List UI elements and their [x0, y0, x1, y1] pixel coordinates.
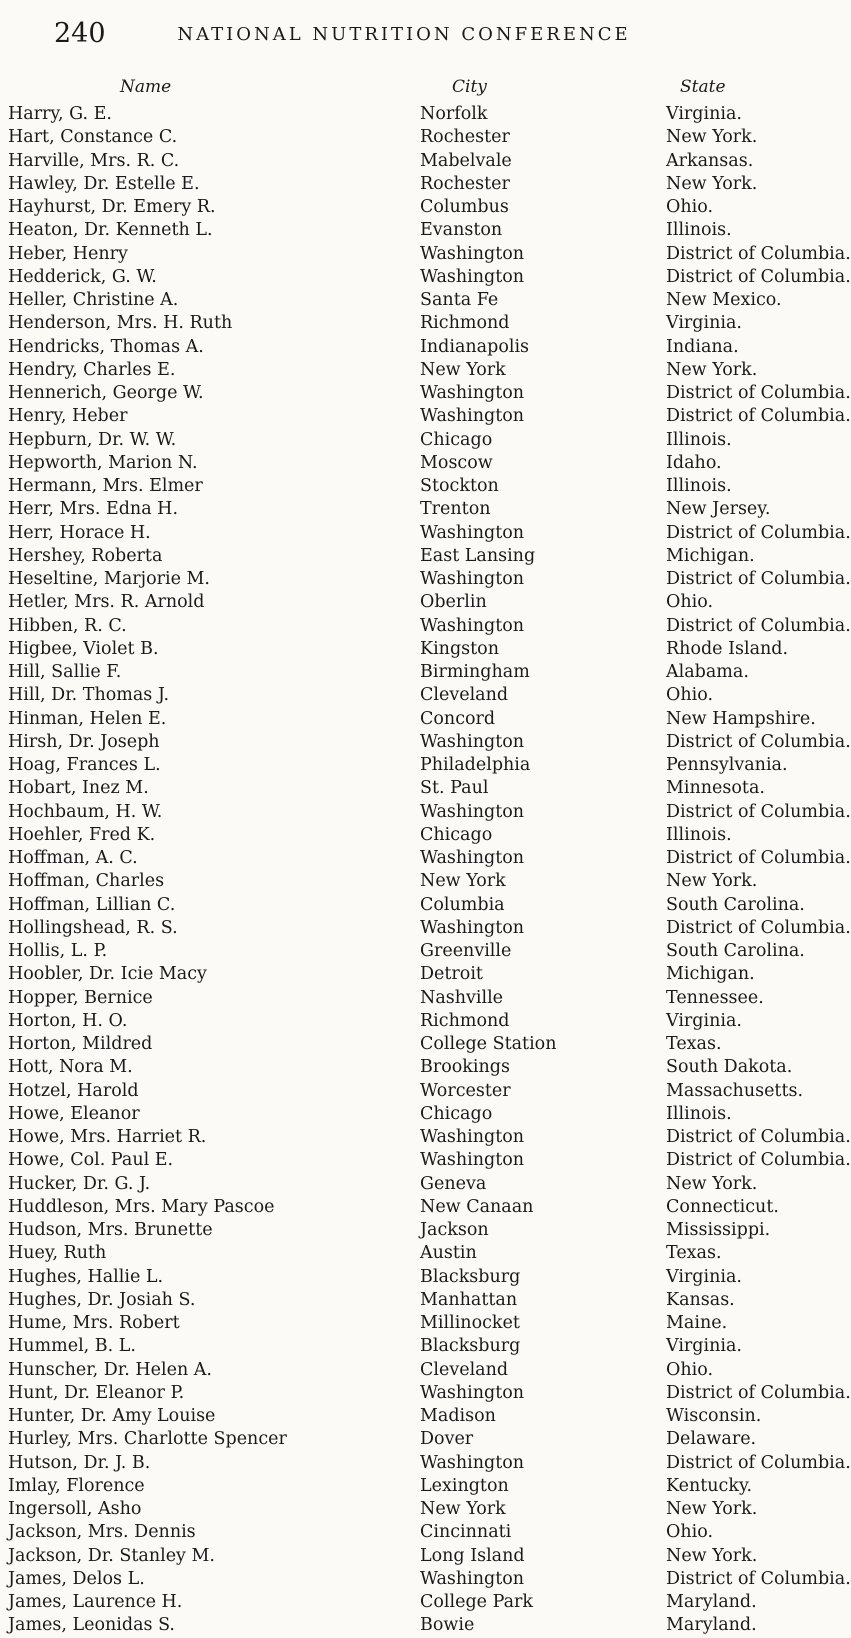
attendee-city: College Station: [420, 1034, 557, 1054]
list-item: [0, 219, 800, 242]
attendee-state: Illinois.: [666, 220, 732, 241]
attendee-name: Hoehler, Fred K.: [8, 824, 156, 845]
attendee-name: Hochbaum, H. W.: [8, 801, 163, 822]
attendee-city: Philadelphia: [420, 755, 531, 775]
list-item: [0, 1545, 800, 1568]
attendee-name: Hibben, R. C.: [8, 615, 127, 636]
attendee-city: Washington: [420, 522, 525, 543]
attendee-state: District of Columbia.: [666, 1150, 851, 1171]
attendee-name: Hayhurst, Dr. Emery R.: [8, 197, 216, 217]
attendee-state: Ohio.: [666, 685, 714, 706]
attendee-city: Washington: [420, 1382, 525, 1403]
attendee-city: New Canaan: [420, 1196, 534, 1217]
column-headers: [0, 77, 800, 101]
attendee-city: Worcester: [420, 1080, 511, 1101]
attendee-city: Blacksburg: [420, 1336, 521, 1357]
attendee-city: Washington: [420, 1127, 525, 1147]
attendee-name: Hoag, Frances L.: [8, 755, 161, 775]
list-item: [0, 1475, 800, 1498]
attendee-name: Howe, Mrs. Harriet R.: [8, 1127, 207, 1147]
attendee-name: Howe, Eleanor: [8, 1103, 140, 1124]
list-item: [0, 638, 800, 661]
attendee-name: Jackson, Mrs. Dennis: [8, 1522, 196, 1543]
list-item: [0, 917, 851, 940]
attendee-city: Manhattan: [420, 1289, 518, 1310]
attendee-state: District of Columbia.: [666, 406, 851, 427]
attendee-name: Imlay, Florence: [8, 1475, 145, 1496]
attendee-city: Washington: [420, 406, 525, 427]
attendee-state: Ohio.: [666, 1522, 714, 1543]
list-item: [0, 1266, 800, 1289]
attendee-city: Washington: [420, 1568, 525, 1589]
attendee-city: Madison: [420, 1406, 496, 1426]
running-title: NATIONAL NUTRITION CONFERENCE: [177, 24, 631, 45]
attendee-name: Hirsh, Dr. Joseph: [8, 731, 160, 752]
attendee-name: Hume, Mrs. Robert: [8, 1313, 180, 1333]
attendee-city: Blacksburg: [420, 1266, 521, 1287]
list-item: [0, 870, 800, 893]
attendee-city: Santa Fe: [420, 290, 499, 310]
attendee-name: Huey, Ruth: [8, 1243, 107, 1264]
page-header: [54, 18, 754, 58]
attendee-name: Hollis, L. P.: [8, 941, 108, 961]
list-item: [0, 987, 800, 1010]
attendee-city: Washington: [420, 266, 525, 287]
attendee-state: Maine.: [666, 1313, 728, 1333]
attendee-name: Higbee, Violet B.: [8, 638, 159, 659]
attendee-name: Henderson, Mrs. H. Ruth: [8, 313, 233, 334]
attendee-state: District of Columbia.: [666, 1127, 851, 1147]
attendee-state: Illinois.: [666, 476, 732, 496]
attendee-city: Richmond: [420, 313, 510, 334]
attendee-name: Howe, Col. Paul E.: [8, 1150, 174, 1171]
attendee-name: Hershey, Roberta: [8, 545, 163, 566]
attendee-state: Kansas.: [666, 1289, 735, 1310]
list-item: [0, 1568, 851, 1591]
list-item: [0, 801, 851, 824]
attendee-city: Brookings: [420, 1057, 510, 1078]
attendee-state: Virginia.: [666, 1266, 742, 1287]
attendee-state: District of Columbia.: [666, 383, 851, 403]
attendee-state: District of Columbia.: [666, 1382, 851, 1403]
list-item: [0, 126, 800, 149]
attendee-state: New York.: [666, 359, 758, 380]
column-header-city: City: [452, 77, 487, 97]
list-item: [0, 196, 800, 219]
attendee-city: Bowie: [420, 1615, 475, 1636]
attendee-city: Oberlin: [420, 592, 487, 613]
attendee-state: New York.: [666, 1545, 758, 1566]
attendee-city: Kingston: [420, 638, 499, 659]
attendee-city: Trenton: [420, 499, 491, 520]
list-item: [0, 1359, 800, 1382]
list-item: [0, 1196, 800, 1219]
attendee-state: District of Columbia.: [666, 1452, 851, 1473]
attendee-state: Rhode Island.: [666, 638, 789, 659]
attendee-name: Harville, Mrs. R. C.: [8, 150, 180, 171]
attendee-state: Maryland.: [666, 1615, 757, 1636]
attendee-state: Tennessee.: [666, 987, 764, 1008]
attendee-name: James, Leonidas S.: [8, 1615, 175, 1636]
attendee-city: Indianapolis: [420, 336, 530, 357]
attendee-city: Richmond: [420, 1010, 510, 1031]
attendee-name: Hobart, Inez M.: [8, 778, 149, 799]
attendee-city: Columbia: [420, 894, 505, 915]
attendee-state: Texas.: [666, 1034, 722, 1054]
attendee-name: Hott, Nora M.: [8, 1057, 133, 1078]
list-item: [0, 708, 816, 731]
attendee-state: New Hampshire.: [666, 708, 816, 729]
attendee-city: Washington: [420, 243, 525, 264]
attendee-name: Huddleson, Mrs. Mary Pascoe: [8, 1196, 275, 1217]
attendee-name: Hummel, B. L.: [8, 1336, 136, 1357]
attendee-city: Chicago: [420, 1103, 493, 1124]
attendee-name: Horton, H. O.: [8, 1010, 128, 1031]
attendee-name: Hunter, Dr. Amy Louise: [8, 1406, 216, 1426]
list-item: [0, 1080, 804, 1103]
attendee-name: Heller, Christine A.: [8, 290, 179, 310]
list-item: [0, 894, 805, 917]
list-item: [0, 243, 851, 266]
attendee-city: Chicago: [420, 824, 493, 845]
attendee-name: Hepburn, Dr. W. W.: [8, 429, 177, 450]
list-item: [0, 150, 800, 173]
attendee-state: Virginia.: [666, 313, 742, 334]
list-item: [0, 754, 800, 777]
attendee-name: Horton, Mildred: [8, 1034, 153, 1054]
attendee-city: Millinocket: [420, 1313, 520, 1333]
column-header-name: Name: [120, 77, 172, 97]
list-item: [0, 266, 851, 289]
list-item: [0, 173, 800, 196]
list-item: [0, 452, 800, 475]
list-item: [0, 661, 800, 684]
attendee-state: New York.: [666, 1173, 758, 1194]
list-item: [0, 1382, 851, 1405]
attendee-name: Henry, Heber: [8, 406, 128, 427]
attendee-name: James, Delos L.: [8, 1568, 145, 1589]
attendee-name: Hendry, Charles E.: [8, 359, 176, 380]
list-item: [0, 359, 800, 382]
attendee-city: Dover: [420, 1429, 474, 1450]
attendee-city: Washington: [420, 917, 525, 938]
attendee-state: District of Columbia.: [666, 266, 851, 287]
attendee-state: Kentucky.: [666, 1475, 753, 1496]
list-item: [0, 731, 851, 754]
attendee-city: Austin: [420, 1243, 477, 1264]
attendee-name: Jackson, Dr. Stanley M.: [8, 1545, 215, 1566]
attendee-city: College Park: [420, 1592, 533, 1612]
list-item: [0, 568, 851, 591]
column-header-state: State: [680, 77, 726, 97]
attendee-name: Hoobler, Dr. Icie Macy: [8, 964, 207, 985]
list-item: [0, 1103, 800, 1126]
attendee-state: Connecticut.: [666, 1196, 779, 1217]
list-item: [0, 1149, 851, 1172]
list-item: [0, 591, 800, 614]
attendee-state: Illinois.: [666, 824, 732, 845]
list-item: [0, 777, 800, 800]
list-item: [0, 1126, 851, 1149]
list-item: [0, 963, 800, 986]
attendee-name: Hinman, Helen E.: [8, 708, 167, 729]
list-item: [0, 1219, 800, 1242]
list-item: [0, 1033, 800, 1056]
list-item: [0, 1614, 800, 1637]
attendee-state: Texas.: [666, 1243, 722, 1264]
list-item: [0, 1452, 851, 1475]
attendee-state: Mississippi.: [666, 1220, 771, 1240]
list-item: [0, 1428, 800, 1451]
attendee-name: Hart, Constance C.: [8, 127, 178, 148]
attendee-city: Washington: [420, 731, 525, 752]
list-item: [0, 1312, 800, 1335]
attendee-city: Moscow: [420, 452, 493, 473]
list-item: [0, 1289, 800, 1312]
list-item: [0, 1173, 800, 1196]
attendee-state: District of Columbia.: [666, 615, 851, 636]
attendee-city: Washington: [420, 615, 525, 636]
attendee-name: Harry, G. E.: [8, 104, 112, 124]
list-item: [0, 312, 800, 335]
attendee-state: Indiana.: [666, 336, 739, 357]
list-item: [0, 824, 800, 847]
attendee-state: South Carolina.: [666, 894, 805, 915]
attendee-name: Hennerich, George W.: [8, 383, 204, 403]
list-item: [0, 940, 805, 963]
attendee-city: Cincinnati: [420, 1522, 512, 1543]
attendee-city: Birmingham: [420, 662, 530, 682]
attendee-state: Virginia.: [666, 104, 742, 124]
attendee-state: Virginia.: [666, 1010, 742, 1031]
list-item: [0, 1405, 800, 1428]
attendee-city: New York: [420, 1499, 506, 1519]
attendee-city: Long Island: [420, 1545, 525, 1566]
attendee-city: Stockton: [420, 476, 499, 496]
attendee-name: Hughes, Hallie L.: [8, 1266, 164, 1287]
attendee-name: Hendricks, Thomas A.: [8, 336, 204, 357]
attendee-state: Michigan.: [666, 964, 755, 985]
attendee-state: South Dakota.: [666, 1057, 793, 1078]
attendee-state: New Mexico.: [666, 290, 782, 310]
attendee-city: East Lansing: [420, 545, 536, 566]
list-item: [0, 615, 851, 638]
list-item: [0, 684, 800, 707]
attendee-state: Minnesota.: [666, 778, 765, 799]
attendee-state: New York.: [666, 127, 758, 148]
attendee-name: Hoffman, Lillian C.: [8, 894, 176, 915]
attendee-city: St. Paul: [420, 778, 489, 799]
attendee-name: Hotzel, Harold: [8, 1080, 139, 1101]
attendee-city: Rochester: [420, 127, 510, 148]
attendee-name: Hetler, Mrs. R. Arnold: [8, 592, 205, 613]
attendee-state: Maryland.: [666, 1592, 757, 1612]
attendee-name: James, Laurence H.: [8, 1592, 183, 1612]
attendee-city: Washington: [420, 569, 525, 589]
list-item: [0, 1498, 800, 1521]
attendee-state: Delaware.: [666, 1429, 757, 1450]
attendee-state: District of Columbia.: [666, 522, 851, 543]
attendee-name: Hutson, Dr. J. B.: [8, 1452, 151, 1473]
attendee-state: District of Columbia.: [666, 243, 851, 264]
attendee-city: Nashville: [420, 987, 504, 1008]
attendee-city: Columbus: [420, 197, 509, 217]
attendee-list: [0, 103, 851, 1638]
attendee-name: Heseltine, Marjorie M.: [8, 569, 210, 589]
attendee-state: District of Columbia.: [666, 569, 851, 589]
attendee-state: Alabama.: [666, 662, 749, 682]
attendee-city: Greenville: [420, 941, 512, 961]
attendee-state: New York.: [666, 871, 758, 892]
attendee-name: Herr, Mrs. Edna H.: [8, 499, 179, 520]
attendee-name: Heaton, Dr. Kenneth L.: [8, 220, 213, 241]
attendee-city: New York: [420, 871, 506, 892]
attendee-city: Jackson: [420, 1220, 489, 1240]
attendee-state: District of Columbia.: [666, 801, 851, 822]
list-item: [0, 1242, 800, 1265]
attendee-name: Hunt, Dr. Eleanor P.: [8, 1382, 185, 1403]
attendee-city: Lexington: [420, 1475, 509, 1496]
attendee-state: Virginia.: [666, 1336, 742, 1357]
attendee-name: Heber, Henry: [8, 243, 128, 264]
attendee-state: New York.: [666, 173, 758, 194]
attendee-state: Massachusetts.: [666, 1080, 804, 1101]
list-item: [0, 847, 851, 870]
attendee-state: Idaho.: [666, 452, 722, 473]
list-item: [0, 475, 800, 498]
attendee-name: Hawley, Dr. Estelle E.: [8, 173, 200, 194]
attendee-state: New York.: [666, 1499, 758, 1519]
attendee-state: District of Columbia.: [666, 848, 851, 868]
attendee-city: Cleveland: [420, 685, 509, 706]
attendee-name: Hurley, Mrs. Charlotte Spencer: [8, 1429, 287, 1450]
attendee-city: Washington: [420, 848, 525, 868]
attendee-city: Rochester: [420, 173, 510, 194]
attendee-name: Herr, Horace H.: [8, 522, 151, 543]
attendee-state: Michigan.: [666, 545, 755, 566]
attendee-city: Washington: [420, 1150, 525, 1171]
attendee-city: Washington: [420, 1452, 525, 1473]
attendee-name: Hepworth, Marion N.: [8, 452, 198, 473]
attendee-city: Chicago: [420, 429, 493, 450]
attendee-city: Washington: [420, 383, 525, 403]
list-item: [0, 1521, 800, 1544]
attendee-city: Washington: [420, 801, 525, 822]
list-item: [0, 1056, 800, 1079]
list-item: [0, 429, 800, 452]
attendee-name: Hill, Dr. Thomas J.: [8, 685, 170, 706]
list-item: [0, 1591, 800, 1614]
attendee-state: Pennsylvania.: [666, 755, 788, 775]
attendee-city: Norfolk: [420, 104, 488, 124]
attendee-city: Evanston: [420, 220, 503, 241]
list-item: [0, 498, 800, 521]
attendee-name: Hoffman, A. C.: [8, 848, 138, 868]
attendee-city: Concord: [420, 708, 496, 729]
attendee-name: Hughes, Dr. Josiah S.: [8, 1289, 196, 1310]
attendee-name: Hunscher, Dr. Helen A.: [8, 1359, 212, 1380]
attendee-name: Hedderick, G. W.: [8, 266, 157, 287]
list-item: [0, 382, 851, 405]
attendee-name: Hucker, Dr. G. J.: [8, 1173, 151, 1194]
attendee-name: Hopper, Bernice: [8, 987, 153, 1008]
attendee-state: District of Columbia.: [666, 1568, 851, 1589]
list-item: [0, 336, 800, 359]
attendee-name: Hudson, Mrs. Brunette: [8, 1220, 213, 1240]
attendee-state: District of Columbia.: [666, 731, 851, 752]
attendee-city: New York: [420, 359, 506, 380]
attendee-name: Hoffman, Charles: [8, 871, 165, 892]
attendee-name: Hill, Sallie F.: [8, 662, 122, 682]
attendee-city: Cleveland: [420, 1359, 509, 1380]
attendee-state: Ohio.: [666, 592, 714, 613]
list-item: [0, 545, 800, 568]
attendee-state: New Jersey.: [666, 499, 771, 520]
attendee-state: Illinois.: [666, 1103, 732, 1124]
list-item: [0, 522, 851, 545]
page-number: 240: [54, 18, 106, 49]
attendee-state: Wisconsin.: [666, 1406, 762, 1426]
list-item: [0, 405, 851, 428]
attendee-city: Mabelvale: [420, 150, 512, 171]
list-item: [0, 103, 800, 126]
attendee-state: South Carolina.: [666, 941, 805, 961]
list-item: [0, 1010, 800, 1033]
attendee-state: Illinois.: [666, 429, 732, 450]
attendee-name: Hollingshead, R. S.: [8, 917, 178, 938]
attendee-state: District of Columbia.: [666, 917, 851, 938]
attendee-city: Geneva: [420, 1173, 487, 1194]
attendee-state: Ohio.: [666, 197, 714, 217]
attendee-state: Ohio.: [666, 1359, 714, 1380]
list-item: [0, 1335, 800, 1358]
attendee-name: Hermann, Mrs. Elmer: [8, 476, 203, 496]
attendee-name: Ingersoll, Asho: [8, 1499, 142, 1519]
list-item: [0, 289, 800, 312]
attendee-state: Arkansas.: [666, 150, 754, 171]
attendee-city: Detroit: [420, 964, 483, 985]
